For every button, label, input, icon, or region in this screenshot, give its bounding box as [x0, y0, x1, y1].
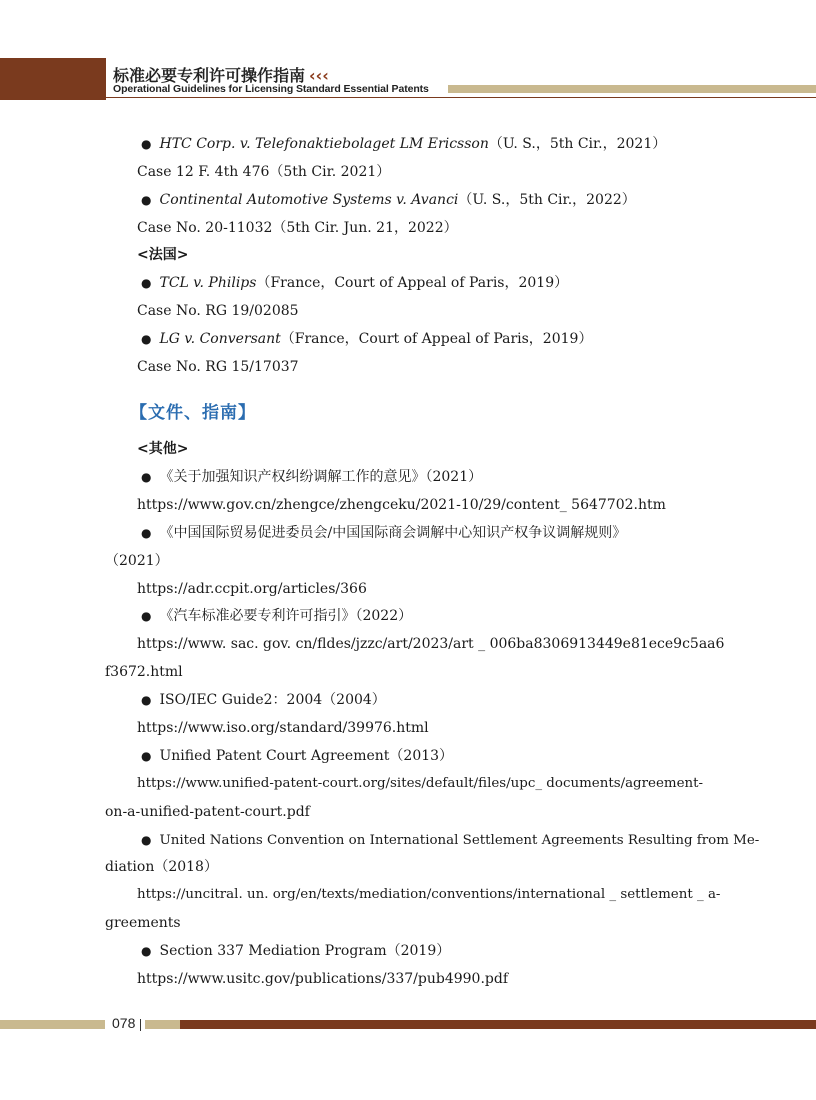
list-item: [141, 273, 568, 293]
doc-url-cont: f3672.html: [105, 664, 183, 680]
case-citation: Case No. 20-11032（5th Cir. Jun. 21，2022）: [137, 220, 458, 236]
doc-title-cont: diation（2018）: [105, 859, 218, 875]
bullet-icon: ●: [141, 332, 152, 346]
doc-title: 《汽车标准必要专利许可指引》（2022）: [159, 608, 413, 624]
list-item: [141, 746, 453, 766]
list-item: [141, 606, 412, 626]
footer-rule-mid: [145, 1020, 180, 1029]
doc-url-cont: greements: [105, 915, 181, 931]
doc-url: https://www.iso.org/standard/39976.html: [137, 720, 429, 736]
list-item: [141, 523, 626, 543]
page-number: 078: [112, 1015, 136, 1031]
bullet-icon: ●: [141, 944, 152, 958]
header-title-cn: 标准必要专利许可操作指南: [113, 66, 306, 85]
doc-url-cont: on-a-unified-patent-court.pdf: [105, 804, 310, 820]
case-citation: Case No. RG 15/17037: [137, 359, 299, 375]
case-court: （U. S.，5th Cir.，2021）: [488, 136, 667, 152]
category-label-other: <其他>: [137, 441, 189, 457]
footer-separator: [140, 1019, 141, 1031]
category-label-france: <法国>: [137, 247, 189, 263]
case-court: （U. S.，5th Cir.，2022）: [458, 192, 636, 208]
case-name: TCL v. Philips: [159, 275, 257, 291]
bullet-icon: ●: [141, 609, 152, 623]
list-item: [141, 467, 482, 487]
case-court: （France，Court of Appeal of Paris，2019）: [256, 275, 569, 291]
case-citation: Case No. RG 19/02085: [137, 303, 299, 319]
doc-title: 《关于加强知识产权纠纷调解工作的意见》（2021）: [159, 469, 483, 485]
bullet-icon: ●: [141, 276, 152, 290]
list-item: [141, 690, 386, 710]
doc-title: United Nations Convention on International Settlement Agreements Resulting from Me-: [159, 833, 760, 848]
doc-url: https://www.gov.cn/zhengce/zhengceku/2021-10/29/content_ 5647702.htm: [137, 497, 666, 513]
doc-title-cont: （2021）: [105, 553, 169, 569]
case-name: Continental Automotive Systems v. Avanci: [159, 192, 459, 208]
bullet-icon: ●: [141, 526, 152, 540]
bullet-icon: ●: [141, 137, 152, 151]
case-name: HTC Corp. v. Telefonaktiebolaget LM Ericsson: [159, 136, 489, 152]
case-name: LG v. Conversant: [159, 331, 281, 347]
footer-rule-left: [0, 1020, 105, 1029]
case-court: （France，Court of Appeal of Paris，2019）: [280, 331, 593, 347]
doc-title: Unified Patent Court Agreement（2013）: [159, 748, 454, 764]
list-item: [141, 830, 759, 851]
footer-rule-right: [180, 1020, 816, 1029]
bullet-icon: ●: [141, 693, 152, 707]
doc-url: https://www.unified-patent-court.org/sites/default/files/upc_ documents/agreement-: [137, 776, 704, 791]
doc-title: Section 337 Mediation Program（2019）: [159, 943, 451, 959]
list-item: [141, 134, 666, 154]
bullet-icon: ●: [141, 833, 152, 847]
doc-title: 《中国国际贸易促进委员会/中国国际商会调解中心知识产权争议调解规则》: [159, 525, 627, 541]
bullet-icon: ●: [141, 193, 152, 207]
doc-url: https://www. sac. gov. cn/fldes/jzzc/art/2023/art _ 006ba8306913449e81ece9c5aa6: [137, 636, 725, 652]
section-title: 【文件、指南】: [130, 403, 256, 423]
list-item: [141, 941, 450, 961]
doc-url: https://www.usitc.gov/publications/337/pub4990.pdf: [137, 971, 509, 987]
doc-url: https://uncitral. un. org/en/texts/mediation/conventions/international _ settlement _ a-: [137, 887, 721, 902]
list-item: [141, 190, 636, 210]
bullet-icon: ●: [141, 749, 152, 763]
case-citation: Case 12 F. 4th 476（5th Cir. 2021）: [137, 164, 391, 180]
header-arrows-icon: ‹‹‹: [309, 66, 329, 85]
bullet-icon: ●: [141, 470, 152, 484]
doc-title: ISO/IEC Guide2：2004（2004）: [159, 692, 386, 708]
header-subtitle: Operational Guidelines for Licensing Standard Essential Patents: [113, 83, 429, 95]
list-item: [141, 329, 592, 349]
doc-url: https://adr.ccpit.org/articles/366: [137, 581, 367, 597]
